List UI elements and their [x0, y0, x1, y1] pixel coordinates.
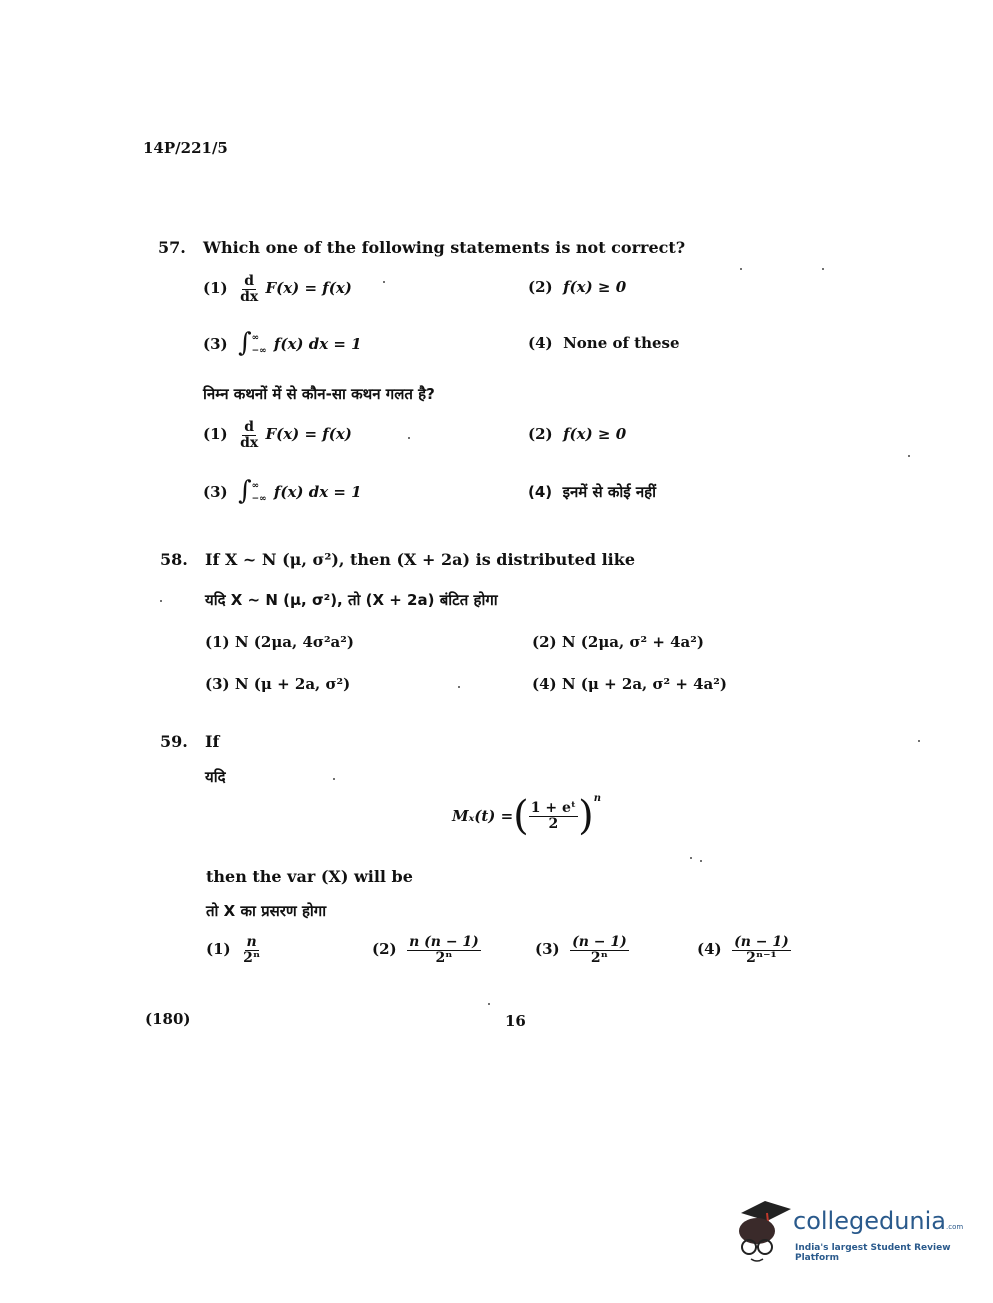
q59-mgf-formula [452, 792, 601, 839]
q58-option-3: (3) N (μ + 2a, σ²) [205, 675, 351, 693]
mgf-fraction: $\frac{\text{1 + eᵗ}}{2}$ [530, 799, 577, 832]
scan-speck [700, 860, 702, 862]
integral-sign: ∫ [238, 328, 252, 358]
q57-option-3-en: (3) ∫ ∞ −∞ f(x) dx = 1 [203, 328, 362, 358]
page-number: 16 [505, 1012, 526, 1030]
mgf-exponent: n [593, 792, 601, 804]
scan-speck [333, 778, 335, 780]
q58-option-4: (4) N (μ + 2a, σ² + 4a²) [532, 675, 727, 693]
logo-tagline: India's largest Student Review Platform [795, 1243, 951, 1263]
mgf-lhs: Mₓ(t) = [452, 807, 514, 825]
q59-if-hi: यदि [205, 768, 226, 786]
q58-question-en: If X ~ N (μ, σ²), then (X + 2a) is distributed like [205, 550, 636, 569]
integral-limits: ∞ −∞ [251, 333, 267, 356]
scan-speck [918, 740, 920, 742]
option-label: (1) [203, 279, 228, 298]
q57-option-4-hi: (4) इनमें से कोई नहीं [528, 483, 657, 501]
scan-speck [822, 268, 824, 270]
q59-then-en: then the var (X) will be [206, 867, 413, 886]
q58-question-hi: यदि X ~ N (μ, σ²), तो (X + 2a) बंटित होगा [205, 591, 498, 609]
scan-speck [383, 281, 385, 283]
q58-option-2: (2) N (2μa, σ² + 4a²) [532, 633, 704, 651]
scan-speck [690, 857, 692, 859]
collegedunia-logo [735, 1195, 965, 1270]
logo-name: collegedunia.com [793, 1207, 964, 1235]
q57-option-2-hi: (2) f(x) ≥ 0 [528, 425, 627, 443]
q59-number: 59. [160, 732, 188, 751]
q58-option-1: (1) N (2μa, 4σ²a²) [205, 633, 354, 651]
page-code: 14P/221/5 [143, 139, 228, 157]
integral-limits: ∞ −∞ [251, 481, 267, 504]
mascot-icon [735, 1195, 793, 1265]
q59-if-en: If [205, 732, 220, 751]
left-paren: ( [513, 793, 529, 839]
scan-speck [740, 268, 742, 270]
derivative-fraction: $\frac{d}{dx}$ [240, 419, 259, 451]
footer-code: (180) [145, 1010, 191, 1028]
scan-speck [488, 1003, 490, 1005]
scan-speck [408, 437, 410, 439]
scan-speck [458, 686, 460, 688]
q59-option-4: (4) $\frac{(n - 1)}{\text{2ⁿ⁻¹}}$ [697, 934, 789, 966]
scan-speck [908, 455, 910, 457]
q57-option-2-en: (2) f(x) ≥ 0 [528, 278, 627, 296]
option-text: F(x) = f(x) [265, 279, 352, 298]
q58-number: 58. [160, 550, 188, 569]
q57-question-en: Which one of the following statements is not correct? [203, 238, 686, 257]
integral-sign: ∫ [238, 476, 252, 506]
q57-option-1-en [203, 274, 352, 304]
q59-option-2: (2) $\frac{n (n - 1)}{\text{2ⁿ}}$ [372, 934, 479, 966]
scan-speck [160, 600, 162, 602]
q59-option-3: (3) $\frac{(n - 1)}{\text{2ⁿ}}$ [535, 934, 627, 966]
q57-number: 57. [158, 238, 186, 257]
q59-option-1: (1) $\frac{n}{\text{2ⁿ}}$ [206, 934, 261, 966]
q59-then-hi: तो X का प्रसरण होगा [206, 902, 327, 920]
right-paren: ) [578, 793, 594, 839]
q57-option-3-hi: (3) ∫ ∞ −∞ f(x) dx = 1 [203, 476, 362, 506]
q57-option-4-en: (4) None of these [528, 334, 680, 352]
q57-question-hi: निम्न कथनों में से कौन-सा कथन गलत है? [203, 385, 435, 403]
q57-option-1-hi: (1) $\frac{d}{dx}$ F(x) = f(x) [203, 419, 352, 451]
derivative-fraction: $\frac{d}{dx}$ [240, 273, 259, 305]
